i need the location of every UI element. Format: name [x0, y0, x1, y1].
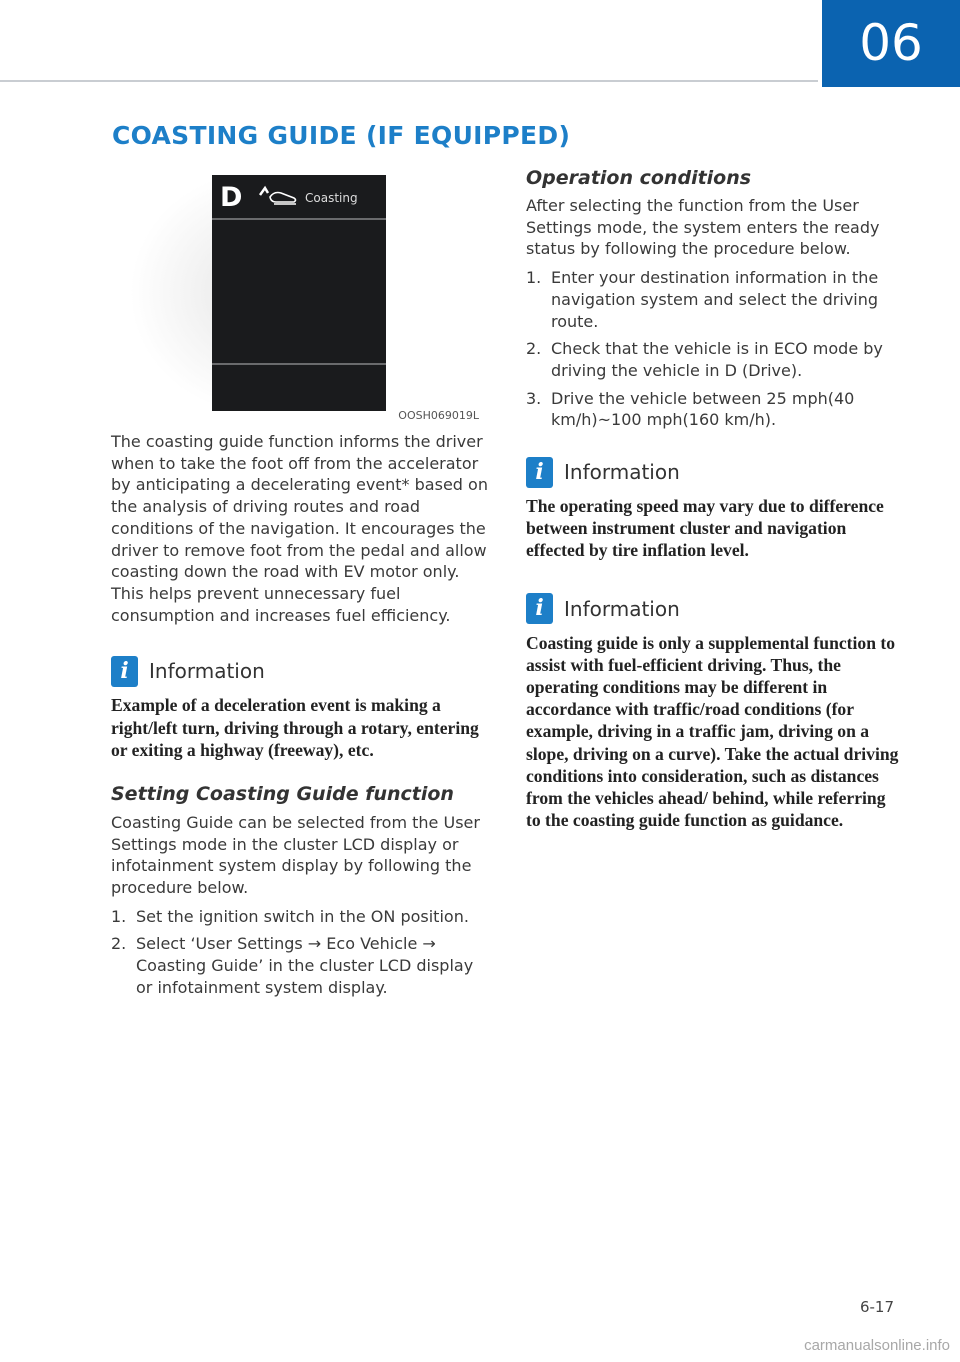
setting-heading: Setting Coasting Guide function — [111, 782, 454, 805]
cluster-display — [212, 175, 386, 411]
info-title: Information — [564, 596, 680, 621]
step-text: Set the ignition switch in the ON position. — [136, 906, 469, 926]
step-number: 1. — [111, 906, 127, 926]
info-text: Coasting guide is only a supplemental function to assist with fuel-efficient driving. Thus, the operating conditions may be different in accordance with traffic/road conditions (for example, driving in a traffic jam, driving on a slope, driving on a curve). Take the actual driving conditions into consideration, such as distances from the vehicles ahead/ behind, while referring to the coasting guide function as guidance. — [526, 632, 899, 831]
information-icon: i — [526, 593, 553, 624]
display-divider — [212, 363, 386, 365]
info-box — [526, 453, 904, 562]
operation-paragraph: After selecting the function from the User Settings mode, the system enters the ready status by following the procedure below. — [526, 196, 880, 259]
section-title: COASTING GUIDE (IF EQUIPPED) — [112, 121, 571, 150]
info-header — [526, 453, 904, 491]
step-number: 2. — [526, 339, 542, 359]
info-box — [111, 652, 489, 761]
step-number: 3. — [526, 388, 542, 408]
coasting-foot-icon — [256, 183, 300, 209]
list-item — [526, 267, 904, 332]
info-text: Example of a deceleration event is making a right/left turn, driving through a rotary, entering or exiting a highway (freeway), etc. — [111, 695, 479, 760]
step-number: 2. — [111, 934, 127, 954]
operation-heading: Operation conditions — [526, 167, 752, 189]
right-column — [526, 165, 904, 831]
info-title: Information — [149, 659, 265, 684]
coasting-label: Coasting — [305, 191, 358, 205]
info-title: Information — [564, 460, 680, 485]
setting-steps — [111, 906, 489, 999]
list-item — [111, 906, 489, 928]
setting-paragraph: Coasting Guide can be selected from the User Settings mode in the cluster LCD display or infotainment system display by following the procedure below. — [111, 812, 480, 898]
info-header — [526, 590, 904, 628]
list-item — [111, 933, 489, 998]
step-text: Enter your destination information in the navigation system and select the driving route. — [551, 268, 879, 331]
step-text: Drive the vehicle between 25 mph(40 km/h)~100 mph(160 km/h). — [551, 388, 855, 430]
step-text: Check that the vehicle is in ECO mode by driving the vehicle in D (Drive). — [551, 339, 883, 380]
figure-code: OOSH069019L — [398, 409, 479, 422]
watermark: carmanualsonline.info — [804, 1337, 950, 1354]
information-icon: i — [526, 457, 553, 488]
operation-steps — [526, 267, 904, 431]
left-column — [111, 165, 489, 1005]
info-header — [111, 652, 489, 690]
display-divider — [212, 218, 386, 220]
cluster-figure — [111, 165, 479, 423]
list-item — [526, 388, 904, 431]
step-text: Select ‘User Settings → Eco Vehicle → Coasting Guide’ in the cluster LCD display or infotainment system display. — [136, 934, 474, 997]
info-text: The operating speed may vary due to difference between instrument cluster and navigation effected by tire inflation level. — [526, 496, 884, 561]
page-number: 6-17 — [859, 1298, 894, 1316]
gear-indicator: D — [220, 182, 243, 213]
info-box — [526, 590, 904, 832]
header-rule — [0, 80, 818, 82]
information-icon: i — [111, 656, 138, 687]
chapter-tab: 06 — [822, 0, 960, 87]
step-number: 1. — [526, 268, 542, 288]
intro-paragraph: The coasting guide function informs the driver when to take the foot off from the accelerator by anticipating a decelerating event* based on the analysis of driving routes and road conditions of the navigation. It encourages the driver to remove foot from the pedal and allow coasting down the road with EV motor only. This helps prevent unnecessary fuel consumption and increases fuel efficiency. — [111, 432, 488, 625]
list-item — [526, 338, 904, 381]
